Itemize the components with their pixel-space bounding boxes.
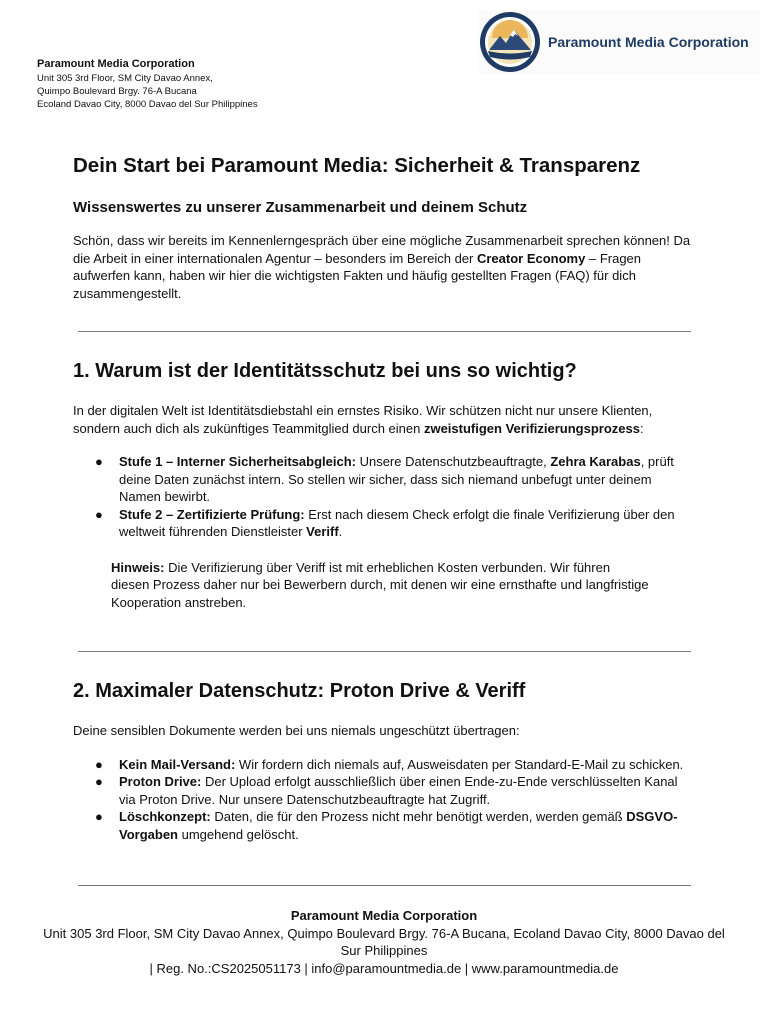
list-item-text: Wir fordern dich niemals auf, Ausweisdaten per Standard-E-Mail zu schicken. <box>235 756 684 772</box>
document-title: Dein Start bei Paramount Media: Sicherheit & Transparenz <box>73 154 641 177</box>
footer-contact-line: | Reg. No.:CS2025051173 | info@paramountmedia.de | www.paramountmedia.de <box>149 960 619 976</box>
list-item-label: Stufe 1 – Interner Sicherheitsabgleich: <box>119 454 356 469</box>
section-identity-protection <box>73 357 693 611</box>
section-heading: 2. Maximaler Datenschutz: Proton Drive & Veriff <box>73 680 526 702</box>
note-text: Die Verifizierung über Veriff ist mit erheblichen Kosten verbunden. Wir führen diesen Prozess daher nur bei Bewerbern durch, mit denen wir eine ernsthafte und langfristige Kooperation anstreben. <box>111 559 649 610</box>
intro-paragraph <box>73 232 693 302</box>
list-item-label: Kein Mail-Versand: <box>119 756 236 772</box>
section-paragraph <box>73 402 693 437</box>
sender-address-line: Ecoland Davao City, 8000 Davao del Sur Philippines <box>37 99 258 110</box>
divider-line <box>78 651 691 652</box>
list-item <box>73 808 693 843</box>
document-subtitle: Wissenswertes zu unserer Zusammenarbeit und deinem Schutz <box>73 199 528 216</box>
list-item <box>73 506 693 541</box>
list-item-bold: Zehra Karabas <box>550 454 641 469</box>
page-footer <box>40 907 728 977</box>
list-item-text: Unsere Datenschutzbeauftragte, <box>355 454 551 469</box>
list-item-text: Daten, die für den Prozess nicht mehr benötigt werden, werden gemäß <box>210 809 627 824</box>
intro-text: Schön, dass wir bereits im Kennenlerngespräch über eine mögliche Zusammenarbeit sprechen können! Da die Arbeit in einer internationalen Agentur – besonders im Bereich der <box>73 233 691 266</box>
list-item <box>73 773 693 808</box>
section-data-protection <box>73 677 693 843</box>
document-intro <box>73 152 693 302</box>
list-item-label: Stufe 2 – Zertifizierte Prüfung: <box>119 506 305 522</box>
footer-company-name: Paramount Media Corporation <box>290 908 478 923</box>
bullet-dot-icon: ● <box>95 506 103 522</box>
data-protection-list <box>73 756 693 844</box>
intro-text: – Fragen aufwerfen kann, haben wir hier die wichtigsten Fakten und häufig gestellten Fragen (FAQ) für dich zusammengestellt. <box>73 250 642 301</box>
list-item-bold: DSGVO-Vorgaben <box>119 809 678 842</box>
list-item <box>73 756 693 774</box>
list-item <box>73 453 693 506</box>
sender-company-name: Paramount Media Corporation <box>37 58 195 70</box>
logo-text: Paramount Media Corporation <box>548 34 749 50</box>
list-item-text: Erst nach diesem Check erfolgt die finale Verifizierung über den weltweit führenden Dienstleister <box>119 506 675 539</box>
sender-address-line: Unit 305 3rd Floor, SM City Davao Annex, <box>37 73 213 84</box>
section-text: : <box>639 420 644 436</box>
list-item-bold: Veriff <box>306 524 339 539</box>
list-item-label: Proton Drive: <box>119 774 202 789</box>
section-bold-term: zweistufigen Verifizierungsprozess <box>423 420 640 436</box>
list-item-text: Der Upload erfolgt ausschließlich über einen Ende-zu-Ende verschlüsselten Kanal via Proton Drive. Nur unsere Datenschutzbeauftragte hat Zugriff. <box>119 774 678 807</box>
mountain-sun-emblem-icon <box>478 10 542 74</box>
section-text: In der digitalen Welt ist Identitätsdiebstahl ein ernstes Risiko. Wir schützen nicht nur unsere Klienten, sondern auch dich als zukünftiges Teammitglied durch einen <box>73 403 653 436</box>
divider-line <box>78 331 691 332</box>
intro-bold-term: Creator Economy <box>476 250 586 266</box>
footer-address: Unit 305 3rd Floor, SM City Davao Annex, Quimpo Boulevard Brgy. 76-A Bucana, Ecoland Davao City, 8000 Davao del Sur Philippines <box>43 925 725 958</box>
note-paragraph <box>111 559 651 612</box>
section-paragraph: Deine sensiblen Dokumente werden bei uns niemals ungeschützt übertragen: <box>73 723 520 738</box>
list-item-text: , prüft deine Daten zunächst intern. So stellen wir sicher, dass sich niemand unbefugt unter deinem Namen bewirbt. <box>119 454 674 504</box>
bullet-dot-icon: ● <box>95 809 103 824</box>
section-heading: 1. Warum ist der Identitätsschutz bei uns so wichtig? <box>73 360 577 382</box>
verification-steps-list <box>73 453 693 541</box>
list-item-text: . <box>338 524 343 539</box>
note-label: Hinweis: <box>111 559 165 575</box>
list-item-text: umgehend gelöscht. <box>178 826 299 842</box>
sender-address-block <box>37 57 258 111</box>
bullet-dot-icon: ● <box>95 756 103 772</box>
sender-address-line: Quimpo Boulevard Brgy. 76-A Bucana <box>37 86 197 97</box>
company-logo <box>478 10 760 74</box>
bullet-dot-icon: ● <box>95 774 103 789</box>
bullet-dot-icon: ● <box>95 454 103 469</box>
list-item-label: Löschkonzept: <box>119 809 211 824</box>
divider-line <box>78 885 691 886</box>
